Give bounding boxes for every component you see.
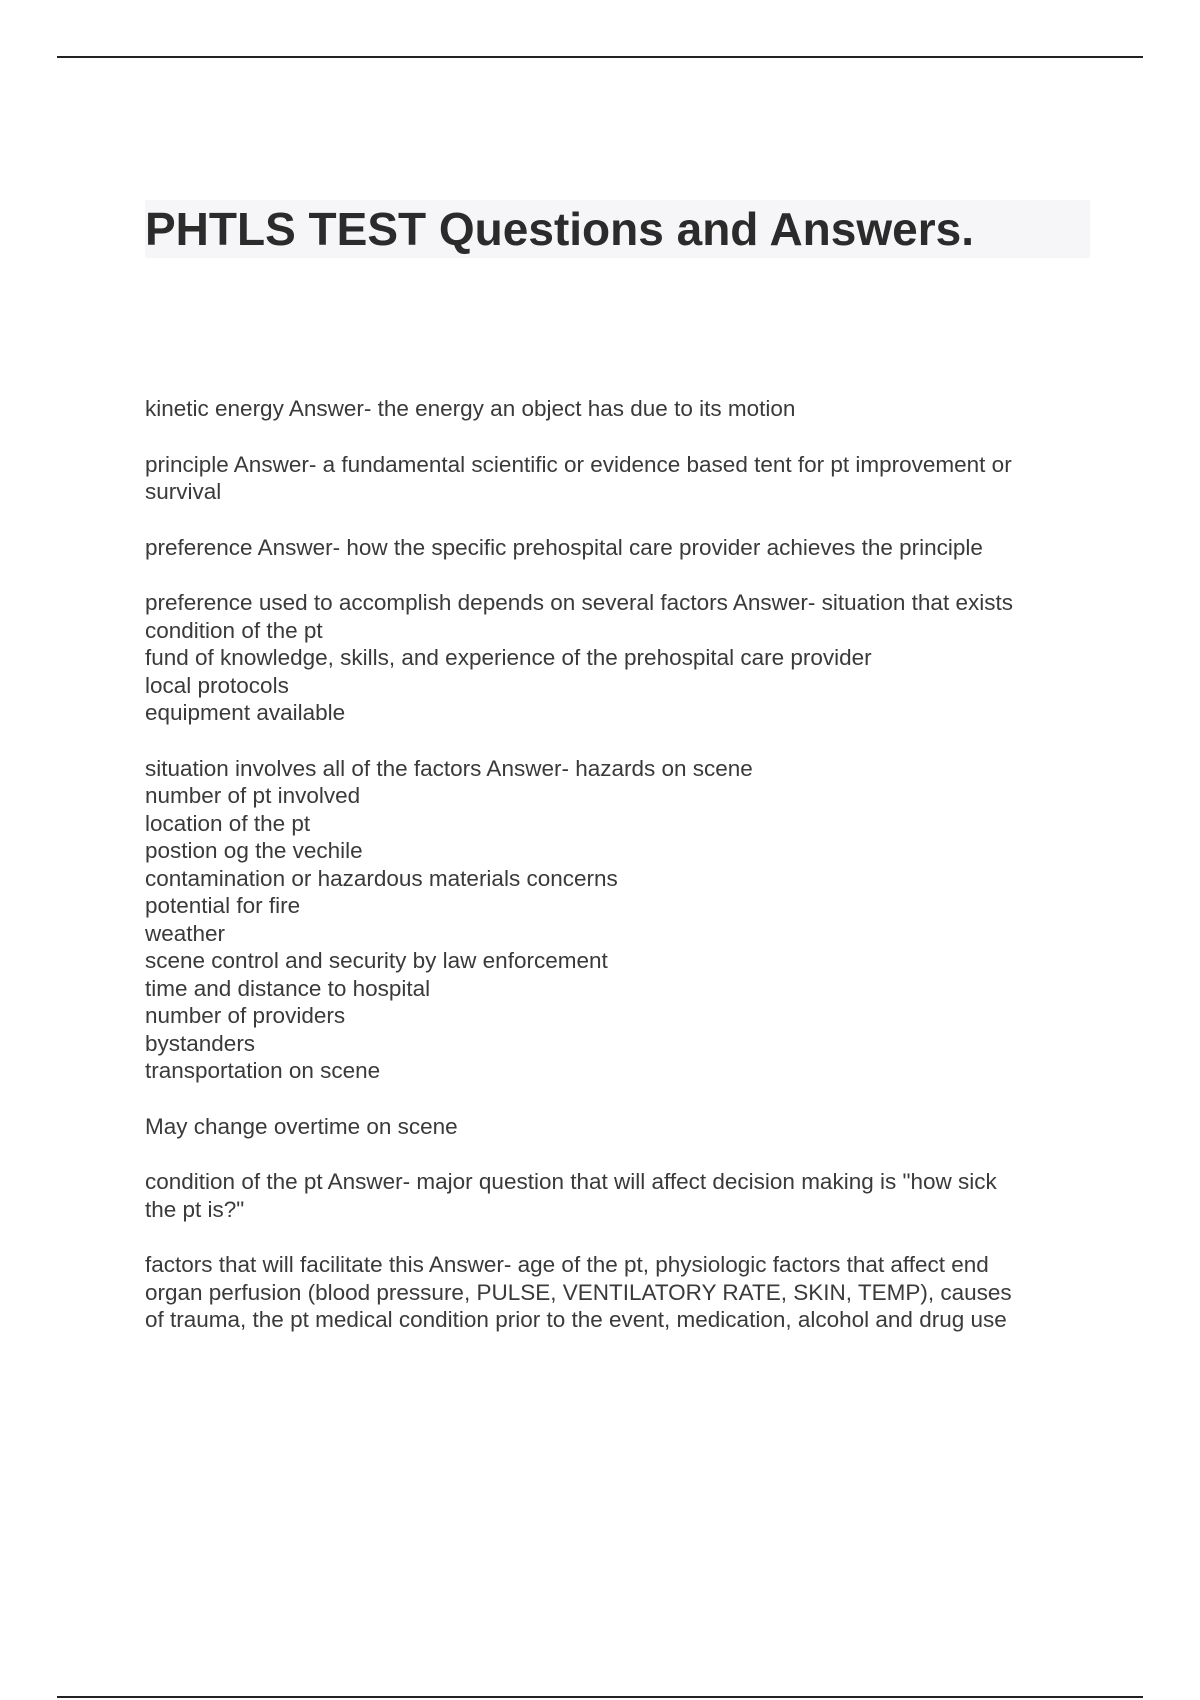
qa-line: preference Answer- how the specific prehospital care provider achieves the principle — [145, 534, 983, 560]
qa-entry-situation — [145, 755, 1090, 1085]
qa-line: contamination or hazardous materials concerns — [145, 865, 618, 891]
qa-entry-preference — [145, 534, 1090, 562]
qa-line: number of providers — [145, 1003, 346, 1028]
qa-line: factors that will facilitate this Answer- age of the pt, physiologic factors that affect end — [145, 1252, 989, 1277]
qa-line: postion og the vechile — [145, 838, 363, 863]
qa-line: condition of the pt — [145, 617, 323, 643]
qa-entry-preference-factors — [145, 589, 1090, 727]
bottom-divider — [57, 1696, 1143, 1698]
qa-line: bystanders — [145, 1030, 256, 1056]
qa-list — [145, 395, 1090, 1362]
qa-entry-may-change — [145, 1113, 1090, 1141]
document-title: PHTLS TEST Questions and Answers. — [145, 200, 1090, 258]
qa-line: location of the pt — [145, 810, 311, 836]
qa-entry-facilitating-factors — [145, 1251, 1090, 1334]
qa-line: time and distance to hospital — [145, 975, 431, 1001]
qa-entry-condition — [145, 1168, 1090, 1223]
qa-line: survival — [145, 479, 222, 504]
qa-line: organ perfusion (blood pressure, PULSE, VENTILATORY RATE, SKIN, TEMP), causes — [145, 1279, 1012, 1305]
qa-line: principle Answer- a fundamental scientific or evidence based tent for pt improvement or — [145, 451, 1012, 477]
qa-entry-kinetic-energy — [145, 395, 1090, 423]
qa-line: potential for fire — [145, 893, 301, 918]
qa-line: condition of the pt Answer- major question that will affect decision making is "how sick — [145, 1169, 997, 1194]
qa-line: scene control and security by law enforcement — [145, 948, 608, 973]
qa-line: equipment available — [145, 700, 346, 725]
qa-line: kinetic energy Answer- the energy an object has due to its motion — [145, 396, 796, 421]
qa-line: fund of knowledge, skills, and experience of the prehospital care provider — [145, 645, 872, 670]
qa-line: number of pt involved — [145, 783, 361, 808]
qa-line: of trauma, the pt medical condition prior to the event, medication, alcohol and drug use — [145, 1307, 1007, 1332]
qa-line: weather — [145, 920, 226, 946]
qa-line: situation involves all of the factors Answer- hazards on scene — [145, 755, 753, 781]
qa-line: preference used to accomplish depends on several factors Answer- situation that exists — [145, 590, 1013, 615]
qa-line: transportation on scene — [145, 1058, 381, 1083]
qa-line: local protocols — [145, 672, 289, 698]
qa-line: the pt is?" — [145, 1196, 245, 1222]
qa-entry-principle — [145, 451, 1090, 506]
top-divider — [57, 56, 1143, 58]
qa-line: May change overtime on scene — [145, 1113, 458, 1139]
